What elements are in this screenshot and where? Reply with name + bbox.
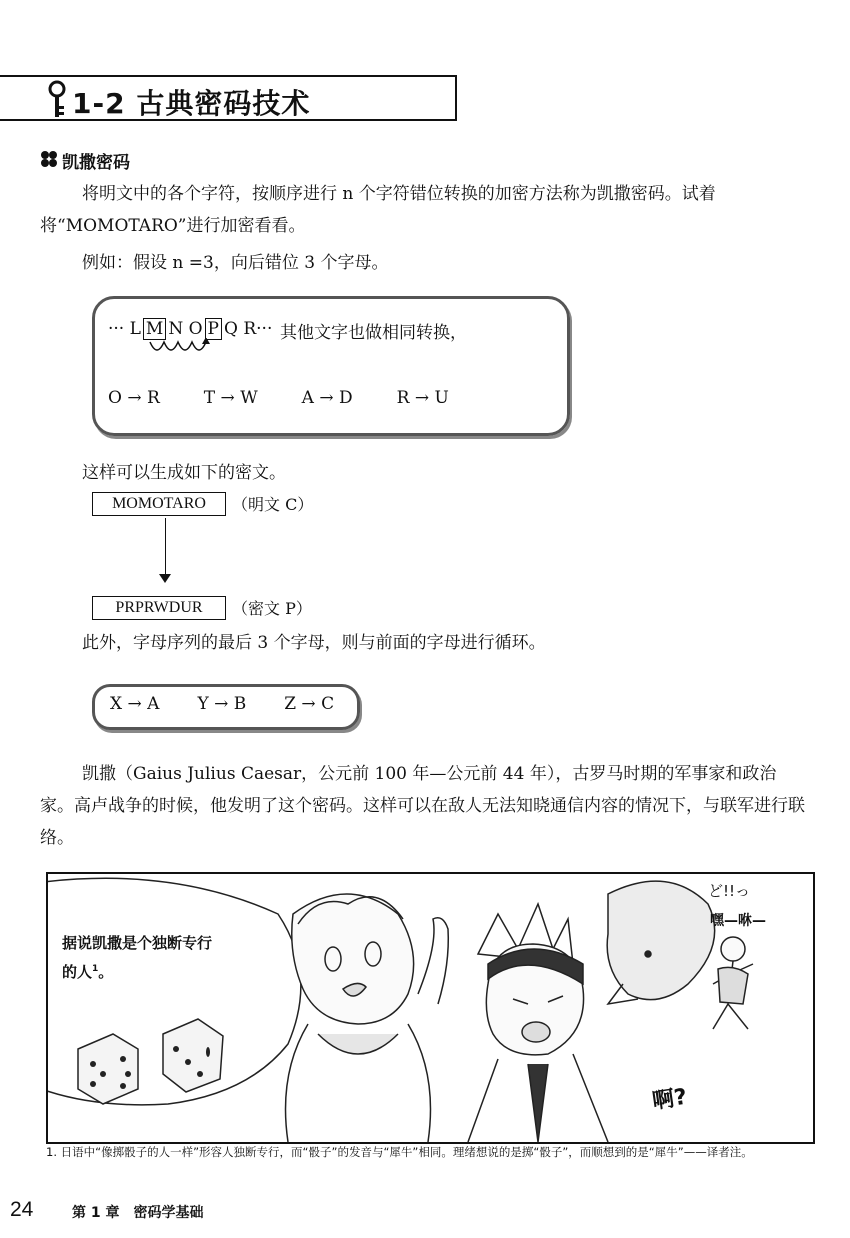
key-icon — [46, 80, 68, 120]
wrap-mapping-row — [110, 694, 334, 714]
plaintext-box: MOMOTARO — [92, 492, 226, 516]
running-man-character — [713, 937, 753, 1029]
mapping-item: T → W — [203, 388, 258, 408]
speech-line: 据说凯撒是个独断专行 — [62, 934, 213, 952]
subsection-title: 凯撒密码 — [62, 153, 130, 173]
speech-bubble-text — [62, 930, 212, 985]
boxed-letter-m: M — [143, 318, 166, 340]
sound-effect: 嘿—咻— — [710, 913, 766, 929]
down-arrow-icon — [159, 574, 171, 583]
boy-character — [468, 904, 608, 1142]
shift-note: 其他文字也做相同转换， — [280, 323, 467, 343]
intro-paragraph: 将明文中的各个字符，按顺序进行 n 个字符错位转换的加密方法称为凯撒密码。试着将“MOMOTARO”进行加密看看。 — [40, 184, 716, 236]
example-line: 例如：假设 n =3，向后错位 3 个字母。 — [82, 253, 389, 273]
seq-prefix: ··· L — [108, 319, 141, 339]
shift-arc-arrows — [140, 338, 220, 368]
letter-sequence — [108, 318, 272, 340]
section-title: 1-2 古典密码技术 — [72, 87, 311, 120]
mapping-item: R → U — [396, 388, 449, 408]
rhino-character — [607, 881, 715, 1004]
footnote: 1. 日语中“像掷骰子的人一样”形容人独断专行，而“骰子”的发音与“犀牛”相同。理绪想说的是掷“骰子”，而顺想到的是“犀牛”——译者注。 — [46, 1145, 753, 1159]
plaintext-label: （明文 C） — [232, 495, 314, 514]
ciphertext-label: （密文 P） — [232, 599, 312, 618]
mapping-item: X → A — [110, 694, 160, 714]
down-arrow-line — [165, 518, 166, 576]
clover-icon — [40, 150, 58, 168]
comic-illustration — [48, 874, 813, 1142]
mapping-item: A → D — [301, 388, 353, 408]
mapping-item: Y → B — [197, 694, 247, 714]
boxed-letter-p: P — [205, 318, 222, 340]
mapping-row — [108, 388, 449, 408]
chapter-label: 第 1 章 密码学基础 — [72, 1205, 204, 1221]
girl-character — [286, 894, 449, 1142]
seq-suffix: Q R··· — [224, 319, 273, 339]
comic-panel — [46, 872, 815, 1144]
caesar-paragraph: 凯撒（Gaius Julius Caesar，公元前 100 年—公元前 44 年），古罗马时期的军事家和政治家。高卢战争的时候，他发明了这个密码。这样可以在敌人无法知晓通信内容的情况下，与联军进行联络。 — [40, 764, 805, 848]
wrap-line: 此外，字母序列的最后 3 个字母，则与前面的字母进行循环。 — [82, 633, 546, 653]
seq-middle: N O — [168, 319, 203, 339]
ciphertext-box: PRPRWDUR — [92, 596, 226, 620]
page-number: 24 — [10, 1198, 34, 1221]
mapping-item: Z → C — [284, 694, 335, 714]
mapping-item: O → R — [108, 388, 160, 408]
generate-line: 这样可以生成如下的密文。 — [82, 463, 286, 483]
speech-line: 的人$^1$。 — [62, 963, 114, 981]
sound-effect: 啊? — [650, 1084, 689, 1115]
sound-effect: ど!!っ — [708, 882, 751, 900]
